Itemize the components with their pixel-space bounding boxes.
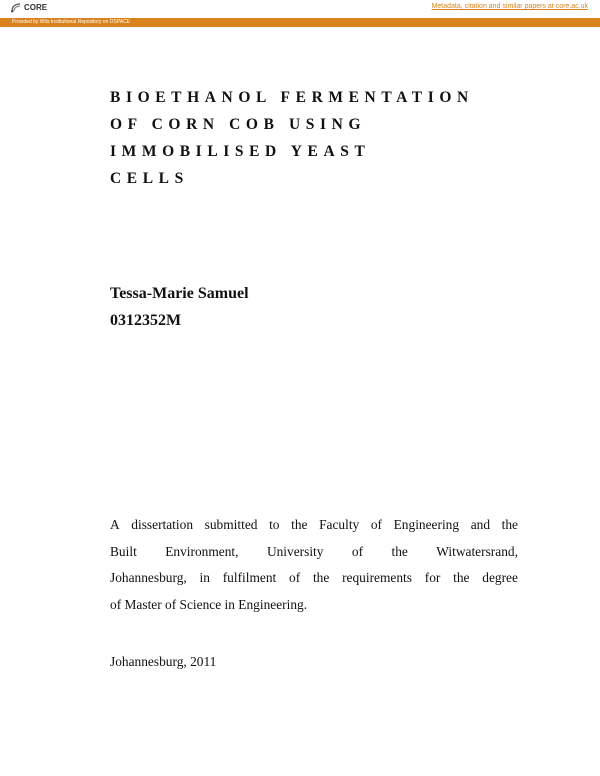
repository-banner xyxy=(0,18,600,27)
student-number: 0312352M xyxy=(110,312,182,329)
place-date: Johannesburg, 2011 xyxy=(110,654,217,669)
core-logo-text: CORE xyxy=(24,3,48,12)
core-logo-icon xyxy=(10,2,22,13)
core-header xyxy=(0,0,600,18)
document-title xyxy=(110,84,550,192)
title-line: CELLS xyxy=(110,170,189,187)
author-name: Tessa-Marie Samuel xyxy=(110,285,249,302)
author-block xyxy=(110,280,249,334)
statement-line: Built Environment, University of the Witwatersrand, xyxy=(110,543,518,559)
statement-line: Johannesburg, in fulfilment of the requirements for the degree xyxy=(110,570,518,585)
dissertation-statement xyxy=(110,512,518,618)
statement-line: A dissertation submitted to the Faculty of Engineering and the xyxy=(110,517,518,532)
statement-line: of Master of Science in Engineering. xyxy=(110,596,308,612)
core-metadata-link[interactable]: Metadata, citation and similar papers at core.ac.uk xyxy=(431,3,588,10)
title-line: OF CORN COB USING xyxy=(110,116,367,133)
title-line: BIOETHANOL FERMENTATION xyxy=(110,89,474,106)
core-logo[interactable] xyxy=(10,2,47,13)
title-line: IMMOBILISED YEAST xyxy=(110,143,371,160)
provided-by-text: Provided by Wits Institutional Repository on DSPACE xyxy=(12,19,131,25)
